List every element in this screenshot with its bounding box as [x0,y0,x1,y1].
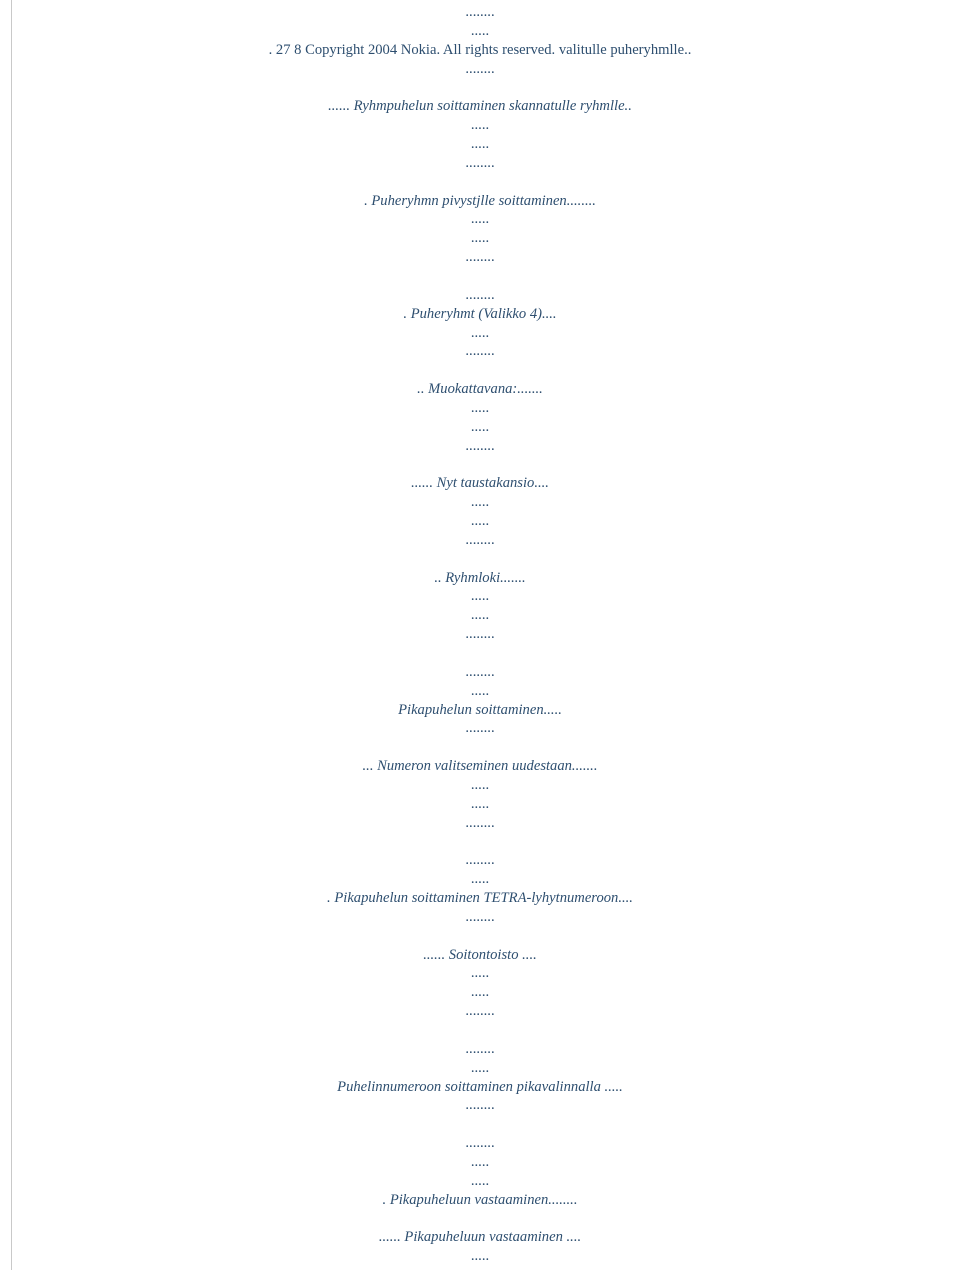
toc-line: ..... [470,965,490,982]
toc-line: ...... Pikapuheluun vastaaminen .... [378,1229,582,1246]
toc-line: ........ [465,1040,495,1057]
toc-line: ........ [465,343,495,360]
toc-line: ........ [465,286,495,303]
toc-line: ........ [465,663,495,680]
toc-line: ..... [470,136,490,152]
toc-line: ..... [470,513,490,529]
toc-line: ...... Ryhmpuhelun soittaminen skannatulle ryhmlle.. [328,98,632,115]
toc-line [0,832,960,850]
toc-line: ........ [465,908,495,925]
toc-line: ........ [465,1097,495,1114]
toc-line: ..... [470,588,490,605]
toc-line: ... Numeron valitseminen uudestaan....... [362,758,598,774]
toc-line: ........ [465,1003,495,1020]
toc-line [0,738,960,756]
toc-line: ..... [470,230,490,247]
toc-line: ..... [470,682,490,699]
toc-line: ..... [470,399,490,416]
toc-line: ..... [470,871,490,888]
toc-line: . 27 8 Copyright 2004 Nokia. All rights reserved. valitulle puheryhmlle.. [268,41,692,58]
toc-line [0,267,960,285]
toc-line: ........ [465,814,495,831]
toc-line: ..... [470,418,490,435]
toc-line: ..... [470,117,490,134]
toc-line [0,1021,960,1039]
toc-line: ..... [470,607,490,624]
toc-line [0,361,960,379]
toc-line: ..... [470,1153,490,1170]
toc-line: ........ [465,626,495,643]
toc-line [0,1115,960,1133]
toc-line: ........ [465,60,495,77]
toc-line: ........ [465,531,495,548]
toc-line: ...... Soitontoisto .... [423,946,537,963]
toc-line: ........ [465,1135,495,1151]
toc-line: ..... [470,1248,490,1265]
toc-line: ........ [465,437,495,454]
toc-line: ..... [470,211,490,228]
toc-line: . Puheryhmn pivystjlle soittaminen........ [364,192,596,209]
toc-line [0,455,960,473]
toc-line: .. Ryhmloki....... [434,569,526,586]
toc-line [0,78,960,96]
toc-line: ........ [465,852,495,869]
toc-line: ..... [470,324,490,341]
toc-line: ........ [465,249,495,266]
toc-line: ..... [470,1172,490,1189]
toc-line: ........ [465,720,495,737]
toc-line: ..... [470,1059,490,1076]
toc-line: ...... Nyt taustakansio.... [411,475,549,492]
toc-line [0,644,960,662]
toc-line [0,173,960,191]
toc-line: ..... [470,22,490,39]
toc-line: ..... [470,795,490,812]
toc-line [0,927,960,945]
toc-line: ........ [465,154,495,171]
toc-line: . Pikapuhelun soittaminen TETRA-lyhytnumeroon.... [327,890,633,906]
toc-line [0,550,960,568]
toc-line: ........ [465,4,495,20]
toc-line: ..... [470,494,490,511]
toc-line: Puhelinnumeroon soittaminen pikavalinnalla ..... [337,1078,623,1095]
toc-line: Pikapuhelun soittaminen..... [398,701,562,718]
toc-line: . Puheryhmt (Valikko 4).... [403,305,557,322]
toc-line: .. Muokattavana:....... [417,381,543,397]
toc-line [0,1209,960,1227]
toc-line: . Pikapuheluun vastaaminen........ [382,1191,578,1208]
toc-line: ..... [470,984,490,1001]
toc-line: ..... [470,776,490,793]
